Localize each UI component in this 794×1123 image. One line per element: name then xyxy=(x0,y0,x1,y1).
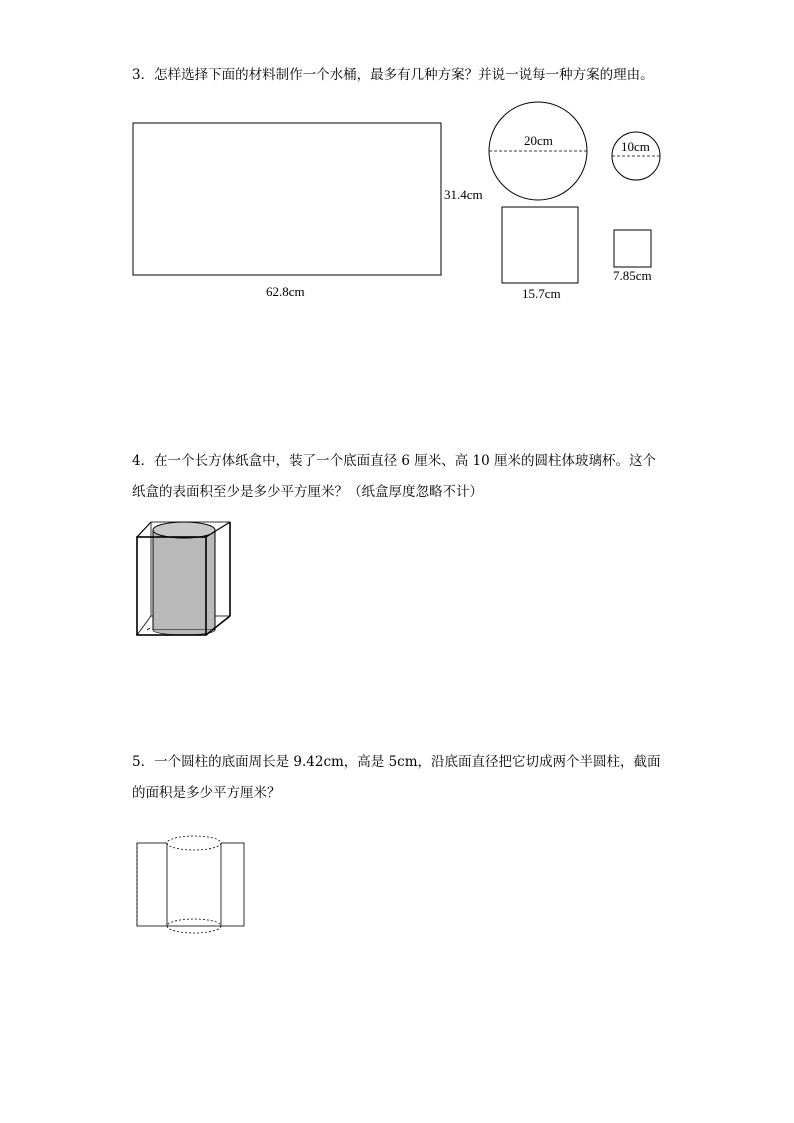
rect-height-label: 31.4cm xyxy=(444,187,483,202)
question-4-line-1: 4．在一个长方体纸盒中，装了一个底面直径 6 厘米、高 10 厘米的圆柱体玻璃杯。这个 xyxy=(132,453,657,469)
big-circle-label: 20cm xyxy=(524,133,553,148)
cross-section-plane xyxy=(137,843,244,926)
question-5-line-1: 5．一个圆柱的底面周长是 9.42cm，高是 5cm，沿底面直径把它切成两个半圆柱，截面 xyxy=(132,754,661,770)
question-5-line-2: 的面积是多少平方厘米？ xyxy=(132,785,281,801)
big-square-label: 15.7cm xyxy=(522,286,561,301)
question-3-text: 3．怎样选择下面的材料制作一个水桶，最多有几种方案？并说一说每一种方案的理由。 xyxy=(132,67,654,83)
question-4-line-2: 纸盒的表面积至少是多少平方厘米？（纸盒厚度忽略不计） xyxy=(132,484,483,500)
rect-width-label: 62.8cm xyxy=(266,284,305,299)
small-square-label: 7.85cm xyxy=(613,268,652,283)
small-circle-label: 10cm xyxy=(621,139,650,154)
cylinder-top-ellipse xyxy=(167,836,221,850)
